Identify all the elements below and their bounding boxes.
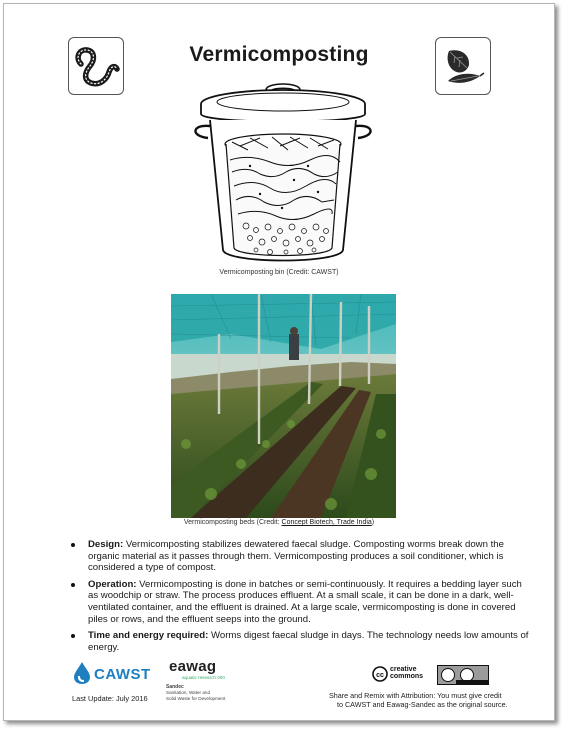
creative-commons-logo [372, 666, 432, 682]
water-drop-icon [72, 661, 92, 685]
bullet-operation [70, 579, 532, 625]
last-update: Last Update: July 2016 [72, 694, 148, 703]
bullet-time-energy [70, 630, 532, 653]
bullet-list [70, 539, 532, 658]
sandec-title: Sandec [166, 684, 184, 690]
bullet-label: Design: [88, 539, 124, 550]
bullet-text: Worms digest faecal sludge in days. The technology needs low amounts of energy. [88, 630, 529, 653]
sandec-logo [166, 685, 246, 701]
cc-icon [372, 666, 388, 682]
photo-credit-link[interactable]: Concept Biotech, Trade India [281, 519, 372, 526]
svg-text:cc: cc [376, 672, 384, 679]
compost-bin-illustration [190, 80, 376, 270]
vermicomposting-beds-photo [171, 294, 396, 518]
photo-caption [4, 519, 554, 526]
bullet-text: Vermicomposting is done in batches or semi-continuously. It requires a bedding layer such as woodchip or straw. The process produces effluent. At a small scale, it can be done in a dark, well-ventilated container, and the effluent is drained. At a large scale, vermicomposting is done in covered piles or rows, and the effluent seeps into the ground. [88, 578, 522, 625]
cc-logo-text: creative commons [390, 666, 424, 681]
bullet-label: Time and energy required: [88, 630, 209, 642]
cc-badge-icon [441, 668, 455, 682]
eawag-tagline: aquatic research 000 [182, 675, 225, 680]
photo-caption-prefix: Vermicomposting beds (Credit: [183, 519, 282, 526]
bin-caption: Vermicomposting bin (Credit: CAWST) [219, 269, 339, 276]
bullet-label: Operation: [88, 578, 137, 590]
photo-caption-suffix: ) [371, 519, 375, 526]
cc-by-badge [437, 665, 489, 685]
leaf-icon [435, 37, 491, 95]
page-title: Vermicomposting [189, 43, 369, 66]
eawag-logo-text: eawag [169, 658, 217, 675]
sandec-line-1: Sanitation, Water and [166, 690, 211, 696]
bullet-text: Vermicomposting stabilizes dewatered faecal sludge. Composting worms break down the organic material as it passes through them. Vermicomposting produces a soil conditioner, which is considered a type of compost. [88, 539, 504, 574]
sandec-line-2: Solid Waste for Development [166, 695, 226, 701]
badge-strip [456, 680, 488, 684]
license-line-2: to CAWST and Eawag-Sandec as the original source. [337, 700, 508, 709]
document-page [3, 3, 555, 721]
cawst-logo-text: CAWST [94, 666, 151, 683]
license-line-1: Share and Remix with Attribution: You must give credit [329, 691, 502, 700]
bullet-design [70, 539, 532, 574]
